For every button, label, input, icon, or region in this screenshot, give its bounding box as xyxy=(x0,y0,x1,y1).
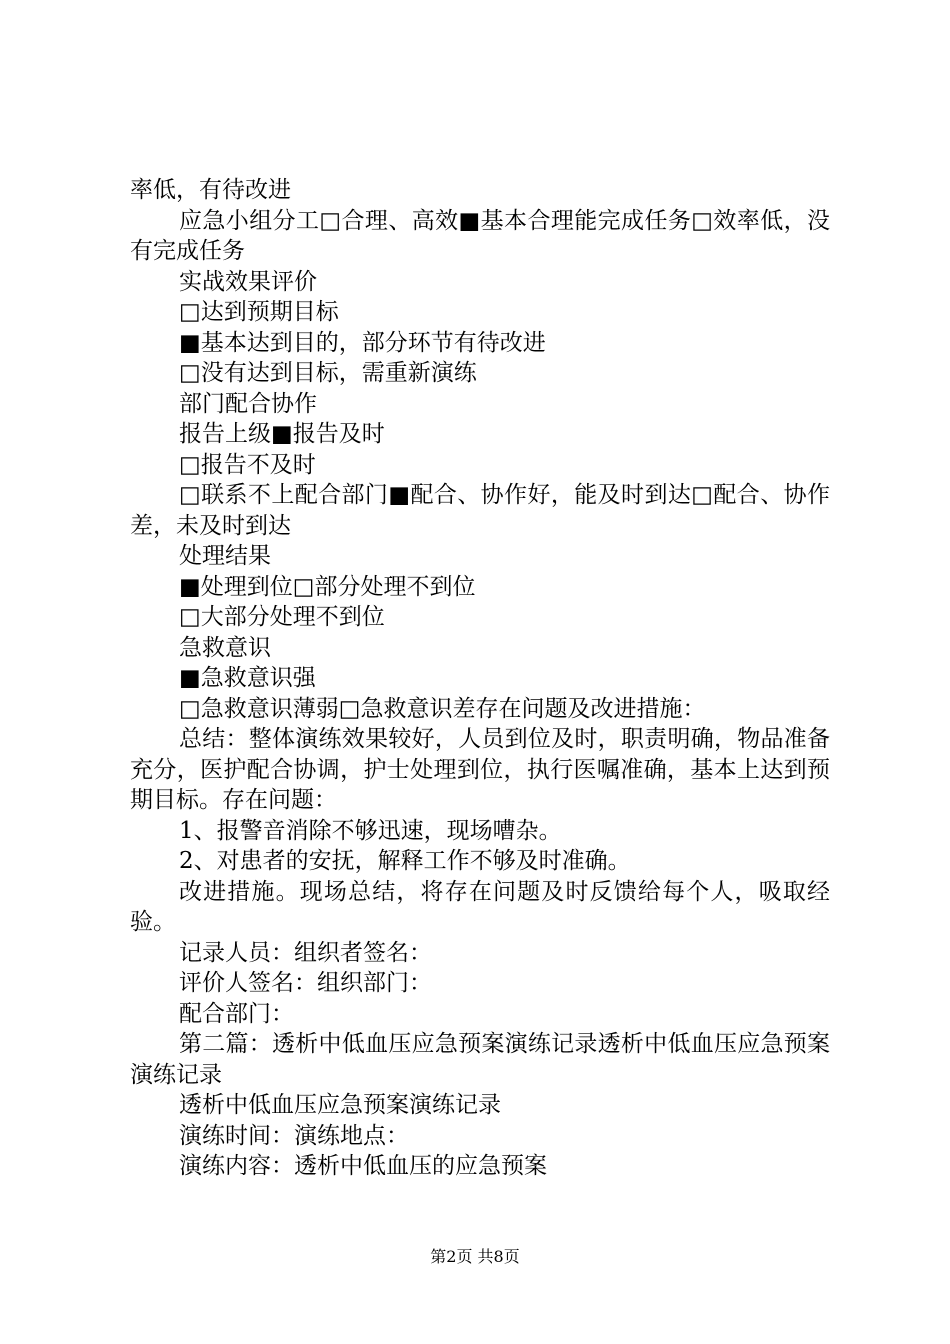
paragraph-20: 改进措施。现场总结，将存在问题及时反馈给每个人，吸取经验。 xyxy=(130,878,830,935)
paragraph-22: 评价人签名：组织部门： xyxy=(179,970,432,996)
page-number-label: 第2页 共8页 xyxy=(430,1247,520,1266)
paragraph-6: □没有达到目标，需重新演练 xyxy=(179,360,477,386)
paragraph-21: 记录人员：组织者签名： xyxy=(179,939,432,966)
paragraph-5: ■基本达到目的，部分环节有待改进 xyxy=(179,329,546,356)
paragraph-4: □达到预期目标 xyxy=(179,299,339,325)
paragraph-16: □急救意识薄弱□急救意识差存在问题及改进措施： xyxy=(179,695,706,722)
paragraph-2: 应急小组分工□合理、高效■基本合理能完成任务□效率低，没有完成任务 xyxy=(130,207,830,264)
paragraph-3: 实战效果评价 xyxy=(179,268,317,295)
paragraph-14: 急救意识 xyxy=(179,634,271,661)
paragraph-17: 总结：整体演练效果较好，人员到位及时，职责明确，物品准备充分，医护配合协调，护士处理到位，执行医嘱准确，基本上达到预期目标。存在问题： xyxy=(130,726,830,813)
paragraph-7: 部门配合协作 xyxy=(179,390,317,417)
paragraph-26: 演练时间：演练地点： xyxy=(179,1122,409,1149)
paragraph-9: □报告不及时 xyxy=(179,451,316,478)
paragraph-1: 率低，有待改进 xyxy=(130,177,291,203)
paragraph-19: 2、对患者的安抚，解释工作不够及时准确。 xyxy=(179,848,631,874)
paragraph-18: 1、报警音消除不够迅速，现场嘈杂。 xyxy=(179,817,562,844)
paragraph-25: 透析中低血压应急预案演练记录 xyxy=(179,1092,501,1118)
paragraph-27: 演练内容：透析中低血压的应急预案 xyxy=(179,1153,547,1179)
paragraph-24: 第二篇：透析中低血压应急预案演练记录透析中低血压应急预案演练记录 xyxy=(130,1031,830,1088)
paragraph-8: 报告上级■报告及时 xyxy=(179,421,385,447)
paragraph-11: 处理结果 xyxy=(179,543,271,569)
paragraph-12: ■处理到位□部分处理不到位 xyxy=(179,573,476,600)
paragraph-23: 配合部门： xyxy=(179,1000,294,1027)
document-body xyxy=(130,175,830,1182)
paragraph-15: ■急救意识强 xyxy=(179,665,316,691)
paragraph-13: □大部分处理不到位 xyxy=(179,604,385,630)
page-footer xyxy=(0,1244,950,1267)
paragraph-10: □联系不上配合部门■配合、协作好，能及时到达□配合、协作差，未及时到达 xyxy=(130,482,830,539)
